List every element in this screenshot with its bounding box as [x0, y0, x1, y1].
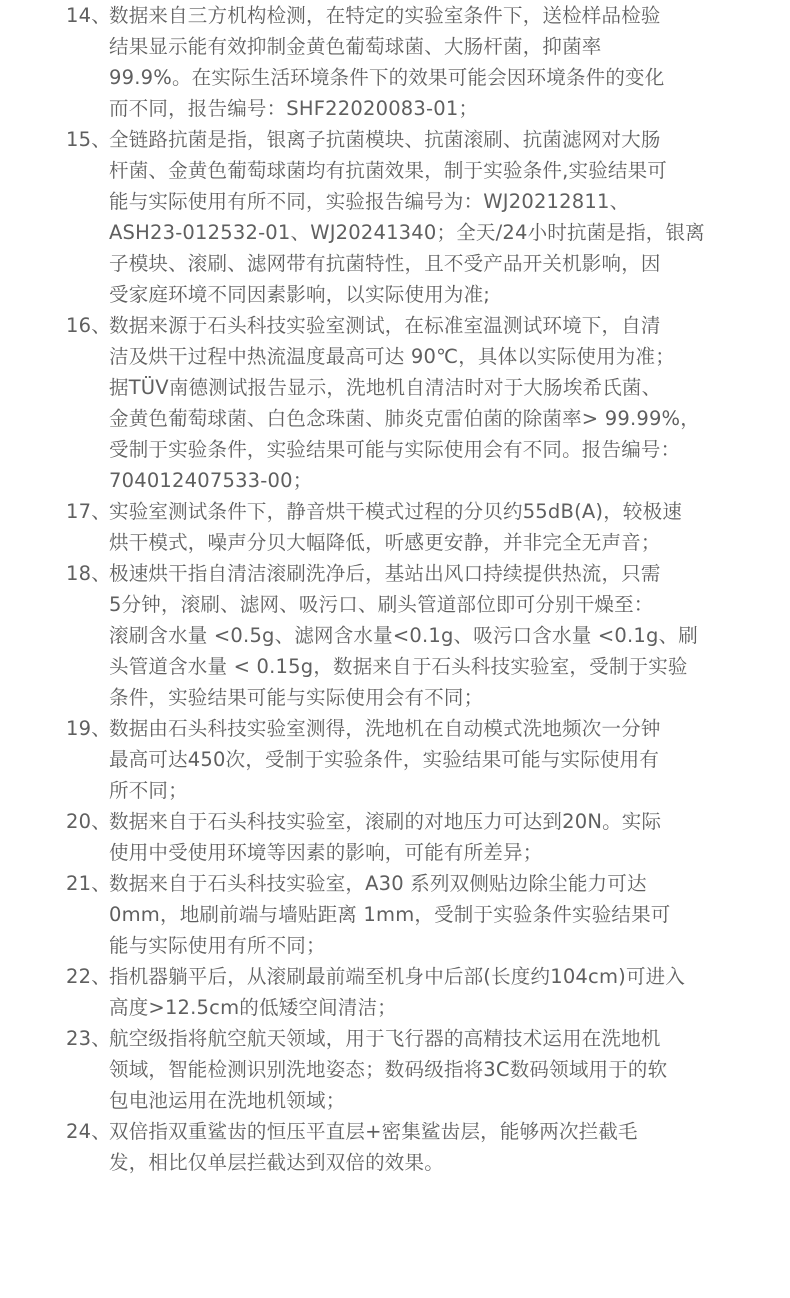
footnote-number: 16、	[66, 314, 111, 337]
footnote-text-line: 实验室测试条件下，静音烘干模式过程的分贝约55dB(A)，较极速	[109, 500, 683, 523]
footnote-text-line: 指机器躺平后，从滚刷最前端至机身中后部(长度约104cm)可进入	[109, 965, 686, 988]
footnote-number: 21、	[66, 872, 111, 895]
footnote-item	[66, 124, 726, 310]
footnote-number: 15、	[66, 128, 111, 151]
footnote-text-line: 数据来自于石头科技实验室，滚刷的对地压力可达到20N。实际	[109, 810, 662, 833]
footnote-item	[66, 1023, 726, 1116]
footnote-text-line: 受家庭环境不同因素影响，以实际使用为准;	[109, 283, 491, 306]
footnote-text-line: 杆菌、金黄色葡萄球菌均有抗菌效果，制于实验条件,实验结果可	[109, 159, 667, 182]
footnote-text-line: 数据来自三方机构检测，在特定的实验室条件下，送检样品检验	[109, 4, 661, 27]
footnote-item	[66, 713, 726, 806]
footnote-item	[66, 496, 726, 558]
footnote-item	[66, 806, 726, 868]
footnote-number: 18、	[66, 562, 111, 585]
footnote-text-line: 烘干模式，噪声分贝大幅降低，听感更安静，并非完全无声音；	[109, 531, 661, 554]
footnote-item	[66, 868, 726, 961]
footnote-text-line: 洁及烘干过程中热流温度最高可达 90℃，具体以实际使用为准；	[109, 345, 675, 368]
footnote-item	[66, 1116, 726, 1178]
footnote-text-line: 而不同，报告编号：SHF22020083-01；	[109, 97, 479, 120]
footnote-text-line: 能与实际使用有所不同，实验报告编号为：WJ20212811、	[109, 190, 630, 213]
footnotes-list	[66, 0, 726, 1178]
footnote-text-line: 使用中受使用环境等因素的影响，可能有所差异；	[109, 841, 543, 864]
footnote-text-line: 结果显示能有效抑制金黄色葡萄球菌、大肠杆菌，抑菌率	[109, 35, 602, 58]
footnote-text-line: 发，相比仅单层拦截达到双倍的效果。	[109, 1151, 444, 1174]
footnote-number: 17、	[66, 500, 111, 523]
footnote-number: 24、	[66, 1120, 111, 1143]
footnote-number: 14、	[66, 4, 111, 27]
footnote-text-line: 条件，实验结果可能与实际使用会有不同；	[109, 686, 484, 709]
footnote-text-line: 数据来自于石头科技实验室，A30 系列双侧贴边除尘能力可达	[109, 872, 647, 895]
footnote-text-line: 0mm，地刷前端与墙贴距离 1mm，受制于实验条件实验结果可	[109, 903, 671, 926]
footnote-item	[66, 558, 726, 713]
footnote-text-line: 据TÜV南德测试报告显示，洗地机自清洁时对于大肠埃希氏菌、	[109, 376, 662, 399]
footnote-number: 23、	[66, 1027, 111, 1050]
footnote-text-line: 高度>12.5cm的低矮空间清洁；	[109, 996, 397, 1019]
footnote-text-line: 金黄色葡萄球菌、白色念珠菌、肺炎克雷伯菌的除菌率> 99.99%，	[109, 407, 700, 430]
footnote-text-line: 滚刷含水量 <0.5g、滤网含水量<0.1g、吸污口含水量 <0.1g、刷	[109, 624, 698, 647]
footnote-text-line: 5分钟，滚刷、滤网、吸污口、刷头管道部位即可分别干燥至：	[109, 593, 654, 616]
footnote-text-line: 双倍指双重鲨齿的恒压平直层+密集鲨齿层，能够两次拦截毛	[109, 1120, 638, 1143]
footnote-text-line: 头管道含水量 < 0.15g，数据来自于石头科技实验室，受制于实验	[109, 655, 688, 678]
footnote-text-line: 数据来源于石头科技实验室测试，在标准室温测试环境下，自清	[109, 314, 661, 337]
footnote-text-line: 最高可达450次，受制于实验条件，实验结果可能与实际使用有	[109, 748, 660, 771]
footnote-text-line: 受制于实验条件，实验结果可能与实际使用会有不同。报告编号：	[109, 438, 681, 461]
footnote-item	[66, 310, 726, 496]
footnote-text-line: 99.9%。在实际生活环境条件下的效果可能会因环境条件的变化	[109, 66, 665, 89]
footnote-text-line: 能与实际使用有所不同；	[109, 934, 326, 957]
footnote-text-line: 极速烘干指自清洁滚刷洗净后，基站出风口持续提供热流，只需	[109, 562, 661, 585]
footnote-text-line: 全链路抗菌是指，银离子抗菌模块、抗菌滚刷、抗菌滤网对大肠	[109, 128, 661, 151]
footnote-item	[66, 0, 726, 124]
footnote-text-line: 子模块、滚刷、滤网带有抗菌特性，且不受产品开关机影响，因	[109, 252, 661, 275]
footnote-text-line: 数据由石头科技实验室测得，洗地机在自动模式洗地频次一分钟	[109, 717, 661, 740]
footnote-number: 19、	[66, 717, 111, 740]
footnote-number: 20、	[66, 810, 111, 833]
footnote-number: 22、	[66, 965, 111, 988]
footnote-text-line: 领域，智能检测识别洗地姿态；数码级指将3C数码领域用于的软	[109, 1058, 668, 1081]
footnote-text-line: ASH23-012532-01、WJ20241340；全天/24小时抗菌是指，银离	[109, 221, 705, 244]
footnote-text-line: 包电池运用在洗地机领域；	[109, 1089, 346, 1112]
footnote-text-line: 所不同；	[109, 779, 188, 802]
footnote-item	[66, 961, 726, 1023]
footnote-text-line: 航空级指将航空航天领域，用于飞行器的高精技术运用在洗地机	[109, 1027, 661, 1050]
footnote-text-line: 704012407533-00；	[109, 469, 313, 492]
